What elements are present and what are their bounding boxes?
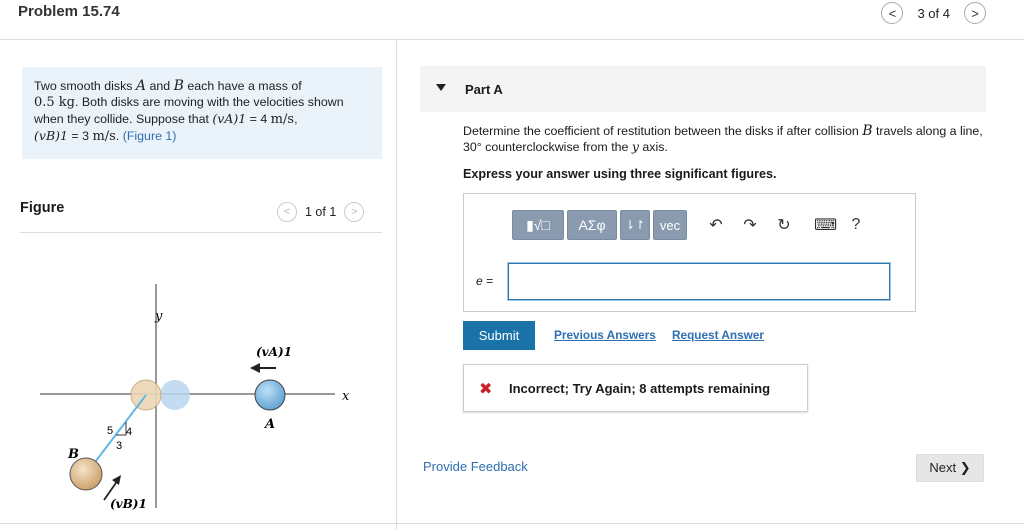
figure-count: 1 of 1 [305,205,337,219]
velocity-b-value: = 3 [67,129,93,143]
figure-title: Figure [20,200,65,216]
statement-text: Two smooth disks [34,79,136,93]
bottom-divider [0,523,1024,524]
velocity-a-value: = 4 [246,112,271,126]
disk-a [255,380,285,410]
submit-button[interactable]: Submit [463,321,535,350]
disk-b [70,458,102,490]
next-figure-button[interactable]: > [344,202,364,222]
math-toolbar [512,210,864,240]
statement-text: . [115,129,123,143]
disk-a-ghost [160,380,190,410]
statement-text: and [146,79,174,93]
next-button[interactable]: Next ❯ [916,454,984,482]
feedback-text: Incorrect; Try Again; 8 attempts remaining [509,381,771,396]
question-text-part: Determine the coefficient of restitution between the disks if after collision [463,124,863,138]
templates-button[interactable]: ▮√□ [512,210,564,240]
collapse-triangle-icon[interactable] [436,84,446,91]
help-icon[interactable]: ? [851,216,861,233]
problem-count: 3 of 4 [917,5,950,21]
provide-feedback-link[interactable]: Provide Feedback [423,459,528,474]
y-axis-label: y [155,309,163,324]
disk-b-symbol: B [173,78,184,94]
disk-b-symbol: B [862,123,873,139]
velocity-b-label: (vB)1 [110,497,147,511]
previous-figure-button[interactable]: < [277,202,297,222]
reset-icon[interactable]: ↻ [777,217,791,234]
left-panel [0,40,396,530]
figure-divider [20,232,382,233]
request-answer-link[interactable]: Request Answer [672,328,764,342]
question-text-part: axis. [638,140,668,154]
velocity-a-unit: m/s [270,112,295,127]
disk-a-label: A [265,417,276,432]
question-text-part: travels along a line, 30° counterclockwise from the [463,124,983,154]
vector-button[interactable]: vec [653,210,687,240]
velocity-a-symbol: (vA)1 [212,111,247,126]
slope-label-four: 4 [126,426,133,438]
incorrect-icon: ✖ [479,381,493,398]
header [0,0,1024,40]
part-title: Part A [465,82,503,97]
statement-text: . Both disks are moving with the velocities shown when they collide. Suppose that [34,95,344,126]
slope-label-five: 5 [107,425,114,437]
x-axis-label: x [342,389,350,404]
statement-text: , [294,112,298,126]
answer-panel [463,193,916,312]
disk-a-symbol: A [135,78,147,94]
previous-answers-link[interactable]: Previous Answers [554,328,656,342]
velocity-a-arrowhead [250,363,260,373]
velocity-b-unit: m/s [92,129,116,144]
velocity-a-label: (vA)1 [256,345,292,359]
y-axis-symbol: y [631,139,639,154]
disk-b-label: B [68,447,79,462]
answer-label: e = [476,274,494,288]
figure-link[interactable]: (Figure 1) [122,129,177,143]
figure-pager [277,202,364,222]
answer-input[interactable] [508,263,890,300]
question-text [463,124,988,155]
panel-divider [396,40,397,530]
keyboard-icon[interactable]: ⌨ [814,217,838,234]
sub-superscript-button[interactable]: ⇂↾ [620,210,650,240]
part-a-header[interactable] [420,66,986,112]
previous-problem-button[interactable]: < [881,2,903,24]
greek-symbols-button[interactable]: ΑΣφ [567,210,617,240]
undo-icon[interactable]: ↶ [709,217,723,234]
answer-instruction: Express your answer using three significant figures. [463,167,777,181]
problem-statement [22,67,382,159]
slope-label-three: 3 [116,440,123,452]
collision-figure [30,268,370,518]
feedback-message [463,364,808,412]
problem-pager [881,2,986,24]
mass-value: 0.5 kg [34,95,76,110]
statement-text: each have a mass of [183,79,302,93]
velocity-b-symbol: (vB)1 [34,128,68,143]
problem-title: Problem 15.74 [18,3,120,20]
next-problem-button[interactable]: > [964,2,986,24]
redo-icon[interactable]: ↷ [743,217,757,234]
